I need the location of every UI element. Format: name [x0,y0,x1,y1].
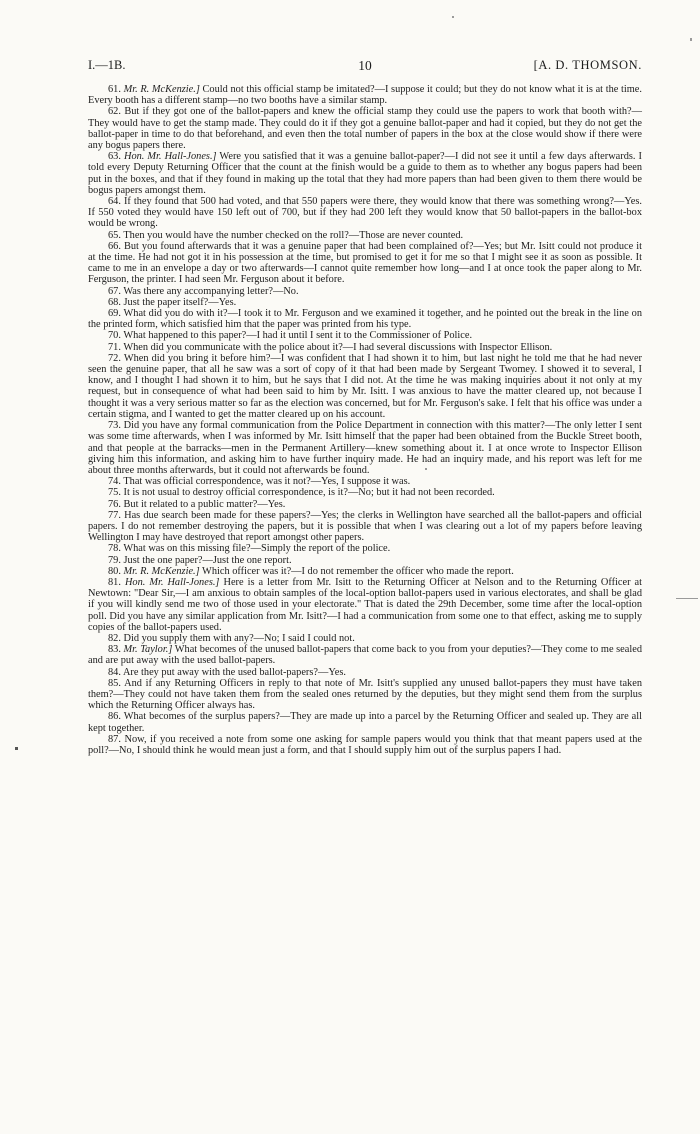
question-answer-paragraph [88,420,642,476]
paragraph-text: 65. Then you would have the number checked on the roll?—Those are never counted. [108,229,464,241]
question-answer-paragraph [88,543,642,554]
paragraph-text: 67. Was there any accompanying letter?—No. [108,285,299,297]
paragraph-text: 68. Just the paper itself?—Yes. [108,296,237,308]
paragraph-text: 62. But if they got one of the ballot-papers and knew the official stamp they could use the papers to work that booth with?—They would have to get the stamp made. They could do it if they got a genuine ballot-paper and had it copied, but they do not get the ballot-paper in time to do that beforehand, and even then the total number of papers in the box at the close would show if there were any bogus papers there. [88,106,642,152]
document-reference: I.—1B. [88,58,126,72]
question-answer-paragraph [88,353,642,420]
question-number: 80. [108,565,124,577]
question-answer-paragraph [88,297,642,308]
paragraph-text: 66. But you found afterwards that it was a genuine paper that had been complained of?—Yes; but Mr. Isitt could not produce it at the time. He had not got it in his possession at the time, but promised to get it for me so that I might see it as soon as possible. It came to me in an envelope a day or two afterwards—I cannot quite remember how long—and I at once took the paper along to Mr. Ferguson, the printer. I had seen Mr. Ferguson about it before. [88,240,642,286]
question-number: 81. [108,576,125,588]
question-answer-paragraph [88,678,642,712]
paragraph-text: 75. It is not usual to destroy official correspondence, is it?—No; but it had not been recorded. [108,487,495,499]
question-answer-paragraph [88,151,642,196]
question-answer-paragraph [88,330,642,341]
question-answer-paragraph [88,510,642,544]
paragraph-text: 64. If they found that 500 had voted, and that 550 papers were there, they would know that there was something wrong?—Yes. If 550 voted they would have 150 left out of 700, but if they had 200 left they would know that 50 ballot-papers in the ballot-box would be wrong. [88,196,642,230]
question-answer-paragraph [88,241,642,286]
question-answer-paragraph [88,667,642,678]
paragraph-text: 73. Did you have any formal communication from the Police Department in connection with this matter?—The only letter I sent was some time afterwards, when I was informed by Mr. Isitt himself that the paper had been obtained from the Buckle Street booth, and that people at the barracks—men in the Permanent Artillery—knew something about it. I at once wrote to Inspector Ellison giving him this information, and asking him to have further inquiry made. He had an inquiry made, and his report was left for me about three months afterwards, but it could not afterwards be found. [88,420,642,476]
paragraph-text: 87. Now, if you received a note from some one asking for sample papers would you think that that meant papers used at the poll?—No, I should think he would mean just a form, and that I should supply him out of the surplus papers I had. [88,733,642,756]
page-header [88,58,642,76]
witness-name: [A. D. THOMSON. [533,58,642,72]
speaker-label: Mr. Taylor.] [123,644,173,656]
question-answer-paragraph [88,476,642,487]
question-answer-paragraph [88,566,642,577]
paragraph-text: 72. When did you bring it before him?—I was confident that I had shown it to him, but last night he told me that he had never seen the genuine paper, that all he saw was a sort of copy of it that had been made by Sergeant Twomey. I showed it to several, I know, and I thought I had shown it to him, but he says that I did not. At the time he was making inquiries about it not only at my request, but in consequence of what had been said to him by Mr. Isitt. I was anxious to have the matter cleared up, not because I thought it was a very serious matter so far as the election was concerned, but for Mr. Ferguson's sake. I felt that his office was under a certain stigma, and I wanted to get the matter cleared up on his account. [88,352,642,420]
paragraph-text: 69. What did you do with it?—I took it to Mr. Ferguson and we examined it together, and he pointed out the break in the line on the printed form, which satisfied him that the paper was printed from his type. [88,308,642,331]
speaker-label: Mr. R. McKenzie.] [123,565,200,577]
speaker-label: Hon. Mr. Hall-Jones.] [123,151,217,163]
paragraph-text: What becomes of the unused ballot-papers that come back to you from your deputies?—They come to me sealed and are put away with the used ballot-papers. [88,644,642,667]
question-answer-paragraph [88,577,642,633]
testimony-body [88,84,642,756]
speck-mark [425,468,427,470]
paragraph-text: 76. But it related to a public matter?—Yes. [108,498,286,510]
question-number: 63. [108,151,124,163]
question-answer-paragraph [88,711,642,733]
paragraph-text: 71. When did you communicate with the police about it?—I had several discussions with Inspector Ellison. [108,341,553,353]
question-number: 83. [108,644,124,656]
paragraph-text: 77. Has due search been made for these papers?—Yes; the clerks in Wellington have searched all the ballot-papers and official papers. I do not remember destroying the papers, but it is possible that when I was clearing out a lot of my papers before leaving Wellington I may have destroyed that report amongst other papers. [88,509,642,544]
paragraph-text: Were you satisfied that it was a genuine ballot-paper?—I did not see it until a few days afterwards. I told every Deputy Returning Officer that the count at the finish would be a guide to them as to whether any bogus papers had been put in the boxes, and that if they found in making up the total that they had more papers than had been given to them there would be bogus papers amongst them. [88,151,642,196]
question-answer-paragraph [88,106,642,151]
question-answer-paragraph [88,196,642,230]
page-number: 10 [358,58,372,73]
speck-mark [15,747,18,750]
question-number: 61. [108,84,124,95]
question-answer-paragraph [88,555,642,566]
question-answer-paragraph [88,644,642,666]
paragraph-text: 70. What happened to this paper?—I had it until I sent it to the Commissioner of Police. [108,330,473,342]
question-answer-paragraph [88,230,642,241]
paragraph-text: 84. Are they put away with the used ballot-papers?—Yes. [108,666,346,678]
speck-mark [690,38,692,41]
paragraph-text: Which officer was it?—I do not remember the officer who made the report. [199,565,514,577]
question-answer-paragraph [88,308,642,330]
speaker-label: Hon. Mr. Hall-Jones.] [124,576,220,588]
question-answer-paragraph [88,734,642,756]
question-answer-paragraph [88,487,642,498]
question-answer-paragraph [88,499,642,510]
question-answer-paragraph [88,286,642,297]
question-answer-paragraph [88,84,642,106]
paragraph-text: Here is a letter from Mr. Isitt to the Returning Officer at Nelson and to the Returning Officer at Newtown: "Dear Sir,—I am anxious to obtain samples of the local-option ballot-papers used in various electorates, and shall be glad if you will kindly send me two of those used in your electorate." That is dated the 29th December, some time after the local-option poll. Did you have any similar application from Mr. Isitt?—I had a communication from some one to that effect, asking me to supply copies of the ballot-papers used. [88,576,643,633]
question-answer-paragraph [88,342,642,353]
paragraph-text: 82. Did you supply them with any?—No; I said I could not. [108,632,355,644]
speck-mark [452,16,454,18]
question-answer-paragraph [88,633,642,644]
paragraph-text: 85. And if any Returning Officers in reply to that note of Mr. Isitt's supplied any unused ballot-papers they must have taken them?—They could not have taken them from the sealed ones returned by the deputies, but they might send them from the surplus which the Returning Officer always has. [88,677,642,712]
paragraph-text: Could not this official stamp be imitated?—I suppose it could; but they do not know what it is at the time. Every booth has a different stamp—no two booths have a similar stamp. [88,84,642,107]
margin-dash-mark [676,598,698,599]
paragraph-text: 78. What was on this missing file?—Simply the report of the police. [108,543,391,555]
paragraph-text: 86. What becomes of the surplus papers?—They are made up into a parcel by the Returning Officer and sealed up. They are all kept together. [88,711,642,734]
paragraph-text: 74. That was official correspondence, was it not?—Yes, I suppose it was. [108,476,411,488]
paragraph-text: 79. Just the one paper?—Just the one report. [108,554,292,566]
speaker-label: Mr. R. McKenzie.] [123,84,200,95]
